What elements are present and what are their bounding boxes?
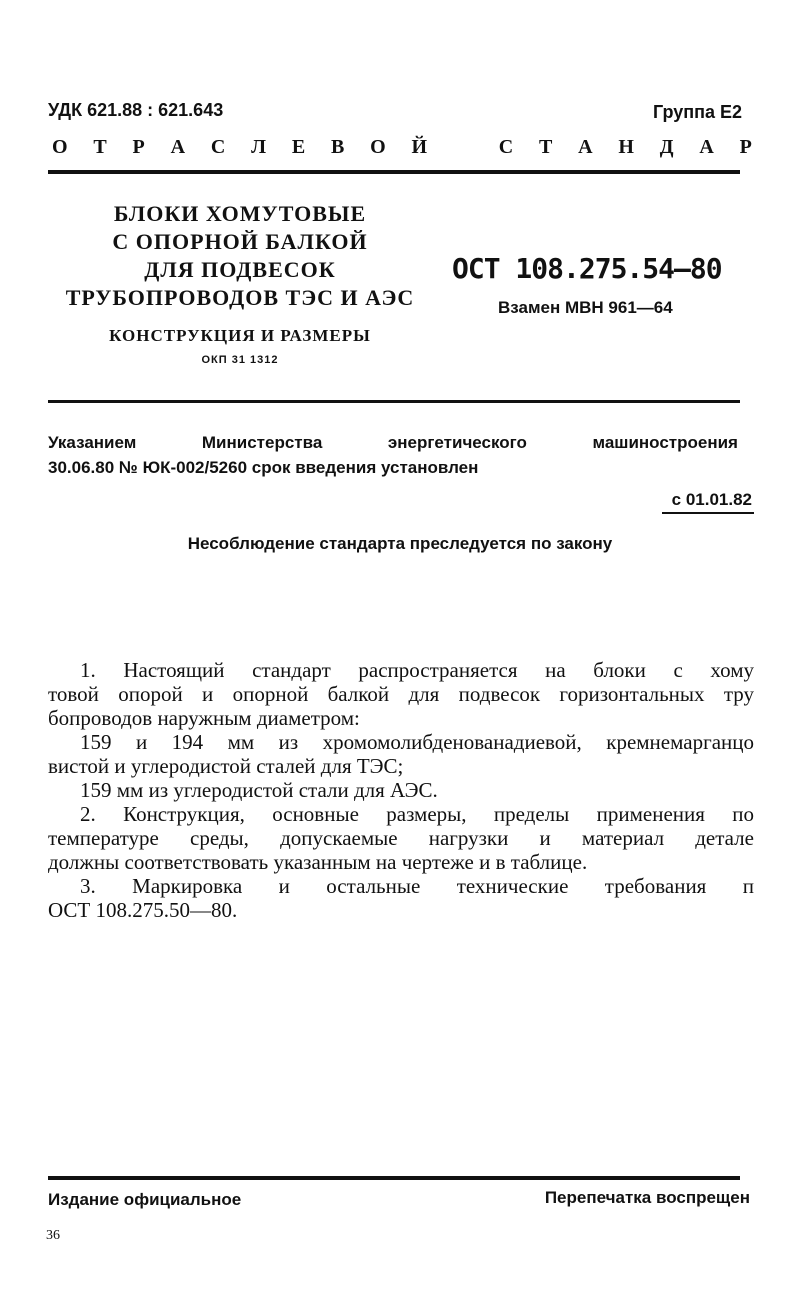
okp-code: ОКП 31 1312	[201, 354, 279, 366]
body-line: должны соответствовать указанным на чертеже и в таблице.	[48, 850, 588, 874]
official-edition-note: Издание официальное	[48, 1190, 242, 1209]
directive-word: Указанием	[48, 433, 137, 452]
banner-letter: О	[52, 136, 68, 158]
banner-letter: А	[170, 136, 186, 158]
standard-designation: ОСТ 108.275.54—80	[452, 252, 722, 285]
document-subtitle: КОНСТРУКЦИЯ И РАЗМЕРЫ	[109, 326, 371, 345]
directive-word: Министерства	[201, 433, 323, 452]
footer-divider	[48, 1176, 740, 1180]
directive-word: машиностроения	[592, 433, 738, 452]
udc-code: УДК 621.88 : 621.643	[48, 100, 224, 120]
title-line: ДЛЯ ПОДВЕСОК	[144, 257, 336, 282]
reprint-prohibited-note: Перепечатка воспрещен	[544, 1188, 750, 1207]
directive-line-1	[48, 430, 738, 455]
body-line: 159 и 194 мм из хромомолибденованадиевой, кремнемарганцо	[80, 730, 754, 754]
body-line: товой опорой и опорной балкой для подвесок горизонтальных тру	[48, 682, 754, 706]
group-code: Группа Е2	[652, 102, 742, 122]
directive-word: энергетического	[387, 433, 527, 452]
body-line: температуре среды, допускаемые нагрузки и материал детале	[48, 826, 754, 850]
effective-date-underline	[662, 512, 754, 514]
title-line: БЛОКИ ХОМУТОВЫЕ	[113, 201, 367, 226]
directive-text	[48, 430, 738, 480]
banner-word-gap	[453, 136, 473, 159]
banner-letter: Н	[618, 136, 634, 158]
title-line: С ОПОРНОЙ БАЛКОЙ	[112, 229, 368, 254]
banner-letter: Й	[411, 136, 428, 158]
banner-letter: Т	[93, 136, 107, 158]
banner-letter: О	[370, 136, 386, 158]
banner-letter: А	[578, 136, 593, 158]
body-line: ОСТ 108.275.50—80.	[48, 898, 238, 922]
banner-letter: А	[699, 136, 714, 158]
document-title	[40, 200, 440, 312]
banner-letter: С	[498, 136, 514, 158]
banner-letter: Д	[659, 136, 674, 158]
body-line: 159 мм из углеродистой стали для АЭС.	[80, 778, 438, 802]
title-divider	[48, 400, 740, 403]
banner-letter: Р	[739, 136, 752, 158]
banner-letter: В	[330, 136, 345, 158]
body-line: вистой и углеродистой сталей для ТЭС;	[48, 754, 404, 778]
banner-letter: С	[210, 136, 226, 158]
standard-banner	[52, 136, 752, 159]
body-line: бопроводов наружным диаметром:	[48, 706, 360, 730]
legal-warning: Несоблюдение стандарта преследуется по закону	[187, 534, 613, 553]
body-line: 2. Конструкция, основные размеры, пределы применения по	[80, 802, 754, 826]
effective-date: с 01.01.82	[671, 490, 752, 509]
header-divider	[48, 170, 740, 174]
standard-body	[48, 658, 754, 922]
title-line: ТРУБОПРОВОДОВ ТЭС И АЭС	[65, 285, 415, 310]
banner-letter: Т	[538, 136, 553, 158]
banner-letter: Р	[132, 136, 145, 158]
body-line: 1. Настоящий стандарт распространяется на блоки с хому	[80, 658, 754, 682]
directive-line-2: 30.06.80 № ЮК-002/5260 срок введения установлен	[48, 458, 479, 477]
page-number: 36	[46, 1228, 60, 1243]
banner-letter: Л	[251, 136, 266, 158]
replaces-note: Взамен МВН 961—64	[498, 298, 673, 317]
banner-letter: Е	[291, 136, 306, 158]
body-line: 3. Маркировка и остальные технические требования п	[80, 874, 754, 898]
